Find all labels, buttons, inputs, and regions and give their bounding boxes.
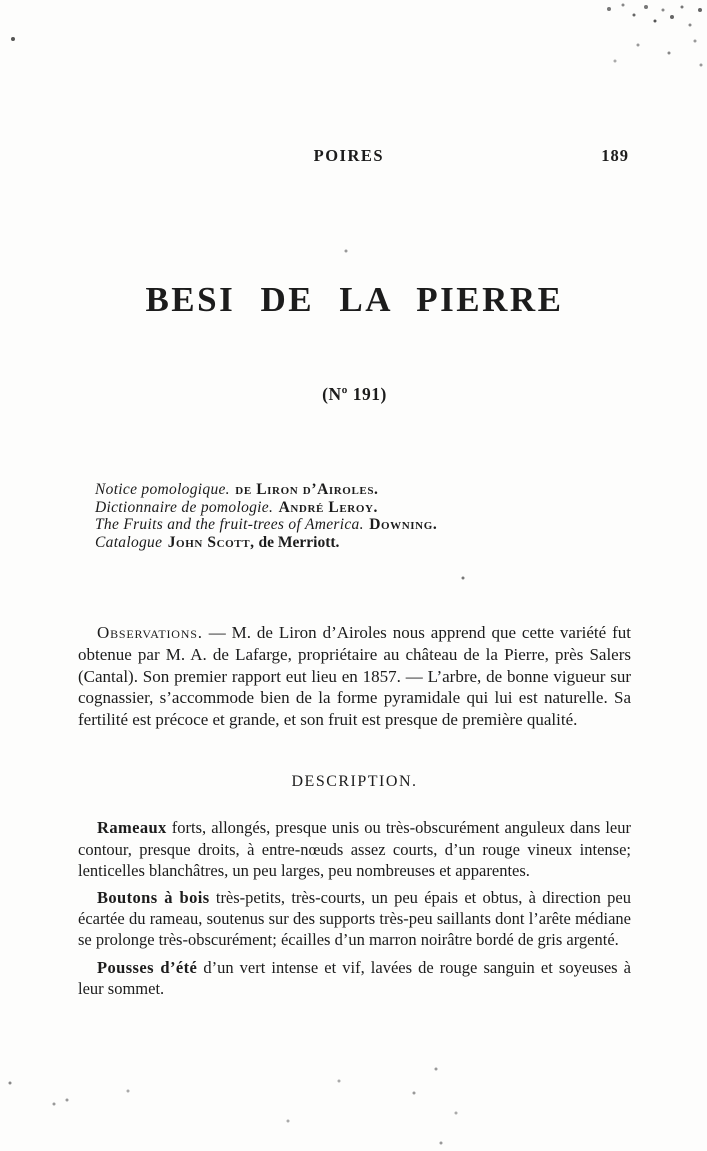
description-lead: Pousses d’été — [97, 957, 198, 977]
description-lead: Rameaux — [97, 818, 167, 838]
bibliography-author: Downing. — [369, 516, 438, 534]
bibliography-work-title: Dictionnaire de pomologie. — [95, 498, 274, 516]
description-lead: Boutons à bois — [97, 887, 210, 907]
bibliography-author: de Liron d’Airoles. — [235, 481, 379, 498]
description-heading: DESCRIPTION. — [291, 773, 418, 791]
scan-speckles — [0, 0, 2, 2]
bibliography-entry — [95, 481, 631, 499]
bibliography-entry — [95, 516, 631, 534]
bibliography-list — [78, 481, 631, 551]
description-paragraph-boutons — [78, 887, 631, 951]
article-number: (Nº 191) — [322, 384, 387, 404]
article-title: BESI DE LA PIERRE — [145, 280, 564, 319]
description-text: forts, allongés, presque unis ou très-obscurément anguleux dans leur contour, presque droits, à entre-nœuds assez courts, d’un rouge vineux intense; lenticelles blanchâtres, un peu larges, peu nombreuses et apparentes. — [78, 818, 631, 880]
page-content — [78, 0, 631, 999]
description-paragraph-pousses — [78, 957, 631, 999]
bibliography-suffix: de Merriott. — [258, 533, 340, 551]
observations-text: — M. de Liron d’Airoles nous apprend que cette variété fut obtenue par M. A. de Lafarge, propriétaire au château de la Pierre, près Salers (Cantal). Son premier rapport eut lieu en 1857. — L’arbre, de bonne vigueur sur cognassier, s’accommode bien de la forme pyramidale qui lui est naturelle. Sa fertilité est précoce et grande, et son fruit est presque de première qualité. — [78, 623, 631, 729]
bibliography-author: John Scott, — [167, 533, 255, 551]
bibliography-entry — [95, 499, 631, 517]
bibliography-work-title: The Fruits and the fruit-trees of America. — [95, 516, 364, 534]
running-header — [78, 146, 631, 168]
bibliography-work-title: Notice pomologique. — [95, 481, 230, 498]
description-text: très-petits, très-courts, un peu épais et obtus, à direction peu écartée du rameau, soutenus sur des supports très-peu saillants dont l’arête médiane se prolonge très-obscurément; écailles d’un marron noirâtre bordé de gris argenté. — [78, 887, 631, 950]
description-paragraph-rameaux — [78, 817, 631, 881]
bibliography-entry — [95, 534, 631, 552]
page-number: 189 — [601, 146, 629, 165]
running-title: POIRES — [313, 146, 385, 165]
description-text: d’un vert intense et vif, lavées de rouge sanguin et soyeuses à leur sommet. — [78, 957, 631, 998]
observations-paragraph — [78, 622, 631, 730]
bibliography-work-title: Catalogue — [95, 533, 163, 551]
bibliography-author: André Leroy. — [278, 498, 378, 516]
observations-label: Observations. — [97, 623, 203, 643]
